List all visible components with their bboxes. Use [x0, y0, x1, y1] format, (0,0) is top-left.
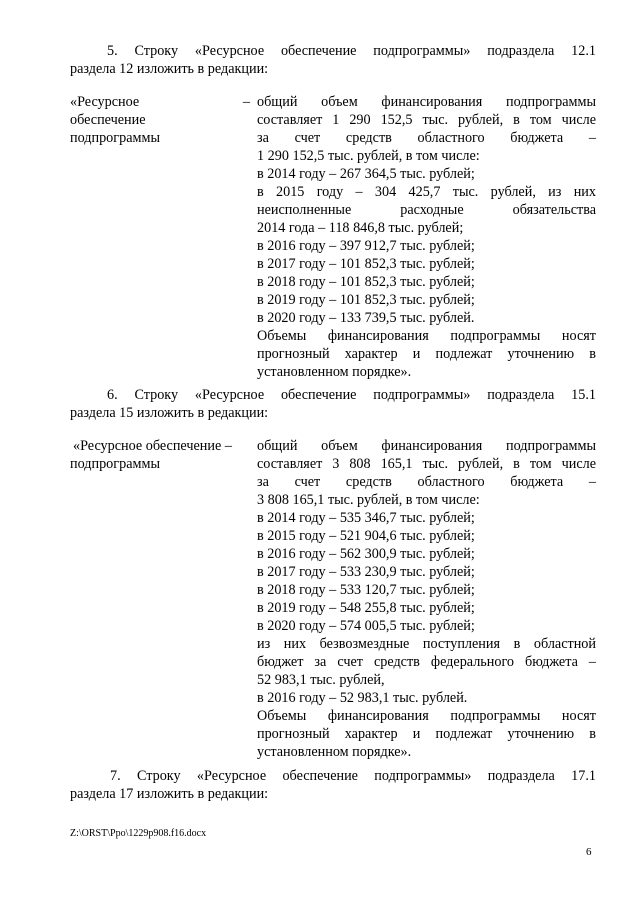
right-line: 1 290 152,5 тыс. рублей, в том числе: — [257, 148, 480, 164]
item-5-intro-line1: 5. Строку «Ресурсное обеспечение подпрограммы» подраздела 12.1 — [107, 43, 596, 59]
right-line: в 2017 году – 101 852,3 тыс. рублей; — [257, 256, 475, 272]
right-line: установленном порядке». — [257, 364, 412, 380]
left-line: «Ресурсное обеспечение – — [73, 438, 232, 454]
left-line — [70, 93, 250, 111]
right-line: в 2018 году – 533 120,7 тыс. рублей; — [257, 582, 475, 598]
right-line: 2014 года – 118 846,8 тыс. рублей; — [257, 220, 464, 236]
right-line: Объемы финансирования подпрограммы носят — [257, 328, 596, 344]
item-7-intro-line2: раздела 17 изложить в редакции: — [70, 786, 269, 802]
right-line: в 2014 году – 267 364,5 тыс. рублей; — [257, 166, 475, 182]
right-line: в 2018 году – 101 852,3 тыс. рублей; — [257, 274, 475, 290]
left-line-dash: – — [242, 94, 250, 110]
page-number: 6 — [586, 846, 592, 858]
right-line: в 2015 году – 304 425,7 тыс. рублей, из них — [257, 184, 596, 200]
right-line: в 2015 году – 521 904,6 тыс. рублей; — [257, 528, 475, 544]
item-6-right-cell — [257, 437, 596, 761]
item-6-intro — [70, 386, 596, 422]
right-line: прогнозный характер и подлежат уточнению в — [257, 346, 596, 362]
right-line: в 2019 году – 101 852,3 тыс. рублей; — [257, 292, 475, 308]
right-line: 52 983,1 тыс. рублей, — [257, 672, 385, 688]
right-line: в 2016 году – 562 300,9 тыс. рублей; — [257, 546, 475, 562]
right-line: общий объем финансирования подпрограммы — [257, 438, 596, 454]
left-line: подпрограммы — [70, 456, 160, 472]
item-5-left-cell — [70, 93, 250, 147]
right-line: установленном порядке». — [257, 744, 412, 760]
right-line: составляет 1 290 152,5 тыс. рублей, в том числе — [257, 112, 596, 128]
right-line: общий объем финансирования подпрограммы — [257, 94, 596, 110]
left-line-text: «Ресурсное — [70, 94, 140, 110]
right-line: в 2020 году – 133 739,5 тыс. рублей. — [257, 310, 475, 326]
item-7-intro-line1: 7. Строку «Ресурсное обеспечение подпрограммы» подраздела 17.1 — [110, 768, 596, 784]
right-line: в 2014 году – 535 346,7 тыс. рублей; — [257, 510, 475, 526]
right-line: прогнозный характер и подлежат уточнению в — [257, 726, 596, 742]
right-line: за счет средств областного бюджета – — [257, 130, 596, 146]
right-line: в 2017 году – 533 230,9 тыс. рублей; — [257, 564, 475, 580]
left-line: обеспечение — [70, 112, 146, 128]
right-line: в 2016 году – 397 912,7 тыс. рублей; — [257, 238, 475, 254]
left-line: подпрограммы — [70, 130, 160, 146]
item-6-left-cell — [70, 437, 250, 473]
right-line: в 2019 году – 548 255,8 тыс. рублей; — [257, 600, 475, 616]
item-5-intro-line2: раздела 12 изложить в редакции: — [70, 61, 269, 77]
right-line: бюджет за счет средств федерального бюджета – — [257, 654, 596, 670]
right-line: неисполненные расходные обязательства — [257, 202, 596, 218]
right-line: составляет 3 808 165,1 тыс. рублей, в том числе — [257, 456, 596, 472]
right-line: Объемы финансирования подпрограммы носят — [257, 708, 596, 724]
right-line: из них безвозмездные поступления в областной — [257, 636, 596, 652]
item-5-right-cell — [257, 93, 596, 381]
right-line: за счет средств областного бюджета – — [257, 474, 596, 490]
right-line: в 2016 году – 52 983,1 тыс. рублей. — [257, 690, 468, 706]
item-6-intro-line1: 6. Строку «Ресурсное обеспечение подпрограммы» подраздела 15.1 — [107, 387, 596, 403]
item-5-intro — [70, 42, 596, 78]
footer-file-path: Z:\ORST\Ppo\1229p908.f16.docx — [70, 828, 207, 839]
right-line: 3 808 165,1 тыс. рублей, в том числе: — [257, 492, 480, 508]
item-6-intro-line2: раздела 15 изложить в редакции: — [70, 405, 269, 421]
item-7-intro — [70, 767, 596, 803]
right-line: в 2020 году – 574 005,5 тыс. рублей; — [257, 618, 475, 634]
